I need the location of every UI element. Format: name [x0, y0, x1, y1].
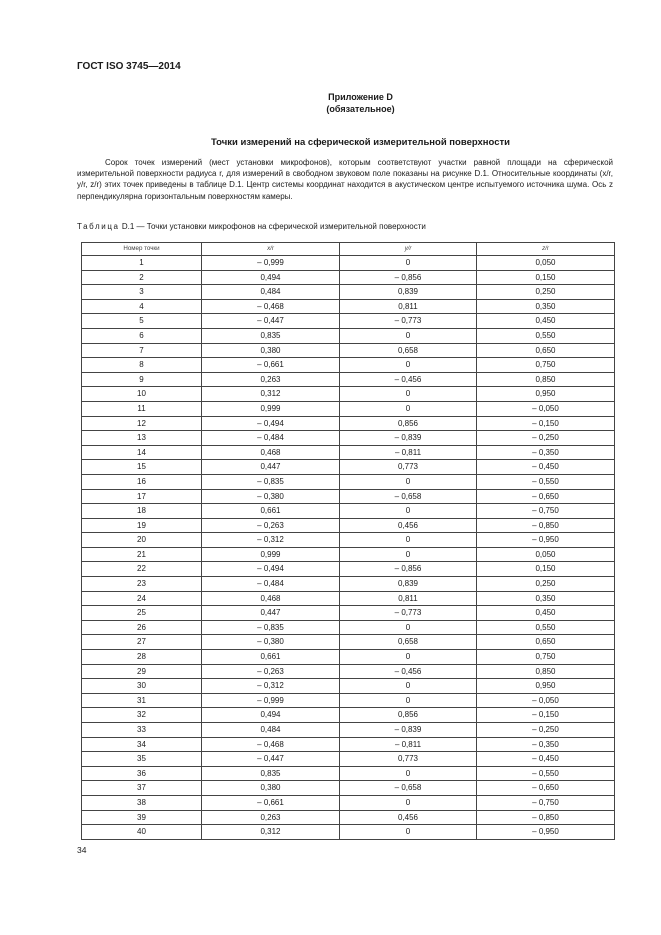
- table-header-row: [82, 243, 615, 256]
- cell-z-r: – 0,150: [477, 708, 615, 723]
- cell-x-r: – 0,468: [202, 299, 340, 314]
- table-row: [82, 372, 615, 387]
- table-row: [82, 445, 615, 460]
- appendix-status: (обязательное): [326, 104, 395, 114]
- cell-y-r: 0: [340, 474, 477, 489]
- cell-y-r: 0: [340, 387, 477, 402]
- cell-z-r: 0,950: [477, 387, 615, 402]
- cell-point-number: 27: [82, 635, 202, 650]
- cell-point-number: 16: [82, 474, 202, 489]
- cell-z-r: – 0,250: [477, 431, 615, 446]
- cell-z-r: 0,050: [477, 547, 615, 562]
- cell-z-r: – 0,650: [477, 489, 615, 504]
- table-row: [82, 358, 615, 373]
- cell-z-r: – 0,450: [477, 752, 615, 767]
- cell-z-r: 0,650: [477, 343, 615, 358]
- cell-z-r: 0,150: [477, 562, 615, 577]
- cell-point-number: 8: [82, 358, 202, 373]
- cell-x-r: – 0,484: [202, 431, 340, 446]
- coordinates-table: [81, 242, 615, 840]
- cell-point-number: 5: [82, 314, 202, 329]
- page-number: 34: [77, 845, 87, 855]
- cell-point-number: 39: [82, 810, 202, 825]
- table-row: [82, 343, 615, 358]
- table-row: [82, 737, 615, 752]
- cell-z-r: – 0,550: [477, 474, 615, 489]
- cell-x-r: 0,494: [202, 708, 340, 723]
- cell-z-r: – 0,250: [477, 723, 615, 738]
- cell-point-number: 23: [82, 577, 202, 592]
- table-row: [82, 781, 615, 796]
- cell-point-number: 11: [82, 401, 202, 416]
- cell-z-r: 0,450: [477, 606, 615, 621]
- cell-x-r: – 0,835: [202, 474, 340, 489]
- cell-y-r: 0,856: [340, 708, 477, 723]
- cell-x-r: – 0,312: [202, 533, 340, 548]
- cell-x-r: – 0,999: [202, 693, 340, 708]
- cell-y-r: 0: [340, 620, 477, 635]
- cell-y-r: – 0,773: [340, 606, 477, 621]
- cell-x-r: 0,661: [202, 650, 340, 665]
- table-row: [82, 474, 615, 489]
- cell-z-r: 0,250: [477, 577, 615, 592]
- cell-x-r: – 0,494: [202, 416, 340, 431]
- cell-z-r: – 0,950: [477, 825, 615, 840]
- table-row: [82, 489, 615, 504]
- cell-z-r: – 0,350: [477, 737, 615, 752]
- cell-x-r: 0,999: [202, 547, 340, 562]
- table-row: [82, 387, 615, 402]
- table-row: [82, 504, 615, 519]
- cell-x-r: – 0,484: [202, 577, 340, 592]
- table-row: [82, 650, 615, 665]
- cell-y-r: – 0,658: [340, 489, 477, 504]
- table-row: [82, 401, 615, 416]
- cell-x-r: 0,494: [202, 270, 340, 285]
- cell-y-r: 0,856: [340, 416, 477, 431]
- cell-point-number: 29: [82, 664, 202, 679]
- table-row: [82, 635, 615, 650]
- cell-point-number: 1: [82, 256, 202, 271]
- cell-point-number: 6: [82, 328, 202, 343]
- table-row: [82, 591, 615, 606]
- cell-x-r: 0,447: [202, 606, 340, 621]
- table-row: [82, 460, 615, 475]
- table-row: [82, 810, 615, 825]
- cell-point-number: 24: [82, 591, 202, 606]
- cell-point-number: 17: [82, 489, 202, 504]
- cell-x-r: – 0,447: [202, 314, 340, 329]
- cell-point-number: 7: [82, 343, 202, 358]
- cell-point-number: 10: [82, 387, 202, 402]
- cell-point-number: 15: [82, 460, 202, 475]
- table-row: [82, 620, 615, 635]
- table-row: [82, 547, 615, 562]
- cell-point-number: 28: [82, 650, 202, 665]
- table-row: [82, 314, 615, 329]
- table-row: [82, 693, 615, 708]
- cell-point-number: 3: [82, 285, 202, 300]
- cell-y-r: 0: [340, 328, 477, 343]
- cell-point-number: 22: [82, 562, 202, 577]
- cell-z-r: – 0,050: [477, 401, 615, 416]
- cell-x-r: 0,484: [202, 723, 340, 738]
- cell-point-number: 13: [82, 431, 202, 446]
- cell-x-r: 0,263: [202, 810, 340, 825]
- cell-y-r: 0: [340, 533, 477, 548]
- cell-point-number: 18: [82, 504, 202, 519]
- section-title-block: [0, 137, 661, 148]
- table-row: [82, 752, 615, 767]
- table-row: [82, 299, 615, 314]
- table-row: [82, 285, 615, 300]
- cell-z-r: – 0,750: [477, 795, 615, 810]
- cell-z-r: 0,450: [477, 314, 615, 329]
- cell-z-r: 0,650: [477, 635, 615, 650]
- cell-z-r: – 0,550: [477, 766, 615, 781]
- cell-y-r: – 0,839: [340, 723, 477, 738]
- table-row: [82, 256, 615, 271]
- appendix-heading: [0, 91, 661, 115]
- cell-x-r: 0,312: [202, 387, 340, 402]
- cell-y-r: 0,773: [340, 460, 477, 475]
- table-row: [82, 766, 615, 781]
- cell-x-r: 0,468: [202, 591, 340, 606]
- cell-z-r: 0,550: [477, 328, 615, 343]
- cell-point-number: 32: [82, 708, 202, 723]
- cell-point-number: 25: [82, 606, 202, 621]
- table-row: [82, 577, 615, 592]
- cell-x-r: 0,484: [202, 285, 340, 300]
- table-row: [82, 679, 615, 694]
- cell-x-r: – 0,999: [202, 256, 340, 271]
- cell-z-r: – 0,450: [477, 460, 615, 475]
- cell-y-r: 0,658: [340, 635, 477, 650]
- cell-z-r: 0,850: [477, 664, 615, 679]
- cell-y-r: – 0,658: [340, 781, 477, 796]
- cell-y-r: 0,773: [340, 752, 477, 767]
- cell-y-r: – 0,456: [340, 372, 477, 387]
- header-point-number: Номер точки: [82, 243, 202, 256]
- table-row: [82, 328, 615, 343]
- cell-y-r: 0,811: [340, 591, 477, 606]
- cell-y-r: 0: [340, 547, 477, 562]
- cell-y-r: 0: [340, 650, 477, 665]
- cell-y-r: 0: [340, 766, 477, 781]
- cell-x-r: – 0,380: [202, 489, 340, 504]
- cell-point-number: 35: [82, 752, 202, 767]
- cell-point-number: 9: [82, 372, 202, 387]
- cell-x-r: 0,999: [202, 401, 340, 416]
- cell-x-r: – 0,263: [202, 518, 340, 533]
- cell-y-r: 0: [340, 358, 477, 373]
- cell-z-r: – 0,750: [477, 504, 615, 519]
- cell-y-r: 0,811: [340, 299, 477, 314]
- cell-point-number: 30: [82, 679, 202, 694]
- table-row: [82, 664, 615, 679]
- cell-point-number: 40: [82, 825, 202, 840]
- cell-z-r: 0,550: [477, 620, 615, 635]
- header-z-r: z/r: [477, 243, 615, 256]
- cell-point-number: 14: [82, 445, 202, 460]
- cell-y-r: 0,839: [340, 577, 477, 592]
- cell-point-number: 2: [82, 270, 202, 285]
- cell-x-r: – 0,468: [202, 737, 340, 752]
- cell-y-r: 0: [340, 825, 477, 840]
- cell-y-r: 0,456: [340, 518, 477, 533]
- cell-x-r: – 0,447: [202, 752, 340, 767]
- cell-y-r: 0,456: [340, 810, 477, 825]
- cell-z-r: – 0,950: [477, 533, 615, 548]
- cell-y-r: – 0,856: [340, 562, 477, 577]
- cell-point-number: 21: [82, 547, 202, 562]
- cell-z-r: 0,750: [477, 650, 615, 665]
- cell-point-number: 36: [82, 766, 202, 781]
- cell-z-r: 0,350: [477, 299, 615, 314]
- cell-point-number: 33: [82, 723, 202, 738]
- cell-y-r: 0: [340, 679, 477, 694]
- cell-x-r: – 0,661: [202, 358, 340, 373]
- table-caption-text: D.1 — Точки установки микрофонов на сферической измерительной поверхности: [121, 222, 426, 231]
- table-row: [82, 562, 615, 577]
- table-body: [82, 256, 615, 840]
- header-y-r: y/r: [340, 243, 477, 256]
- cell-z-r: – 0,850: [477, 810, 615, 825]
- cell-z-r: 0,150: [477, 270, 615, 285]
- appendix-title: Приложение D: [328, 92, 393, 102]
- cell-x-r: – 0,263: [202, 664, 340, 679]
- cell-y-r: – 0,839: [340, 431, 477, 446]
- intro-paragraph: Сорок точек измерений (мест установки микрофонов), которым соответствуют участки равной площади на сферической измерительной поверхности радиуса r, для измерений в свободном звуковом поле показаны на рисунке D.1. Относительные координаты (x/r, y/r, z/r) этих точек приведены в таблице D.1. Центр системы координат находится в акустическом центре испытуемого источника шума. Ось z перпендикулярна горизонтальным поверхностям камеры.: [77, 158, 613, 201]
- cell-x-r: 0,380: [202, 781, 340, 796]
- section-title: Точки измерений на сферической измерительной поверхности: [210, 137, 511, 148]
- table-row: [82, 431, 615, 446]
- table-row: [82, 795, 615, 810]
- cell-y-r: 0: [340, 795, 477, 810]
- table-caption-prefix: Таблица: [77, 222, 120, 231]
- cell-point-number: 31: [82, 693, 202, 708]
- cell-z-r: – 0,850: [477, 518, 615, 533]
- cell-point-number: 26: [82, 620, 202, 635]
- cell-y-r: – 0,811: [340, 737, 477, 752]
- cell-y-r: 0: [340, 401, 477, 416]
- cell-y-r: 0: [340, 256, 477, 271]
- cell-x-r: 0,661: [202, 504, 340, 519]
- cell-y-r: – 0,773: [340, 314, 477, 329]
- header-x-r: x/r: [202, 243, 340, 256]
- cell-x-r: 0,468: [202, 445, 340, 460]
- table-row: [82, 606, 615, 621]
- table-row: [82, 416, 615, 431]
- cell-y-r: 0,658: [340, 343, 477, 358]
- cell-z-r: 0,950: [477, 679, 615, 694]
- table-row: [82, 270, 615, 285]
- cell-z-r: – 0,050: [477, 693, 615, 708]
- cell-y-r: 0: [340, 693, 477, 708]
- document-code: ГОСТ ISO 3745—2014: [77, 61, 181, 72]
- cell-point-number: 34: [82, 737, 202, 752]
- cell-z-r: 0,750: [477, 358, 615, 373]
- cell-z-r: – 0,350: [477, 445, 615, 460]
- cell-point-number: 38: [82, 795, 202, 810]
- cell-point-number: 4: [82, 299, 202, 314]
- cell-x-r: 0,447: [202, 460, 340, 475]
- cell-x-r: 0,263: [202, 372, 340, 387]
- cell-y-r: – 0,811: [340, 445, 477, 460]
- cell-x-r: – 0,312: [202, 679, 340, 694]
- cell-point-number: 12: [82, 416, 202, 431]
- cell-z-r: 0,050: [477, 256, 615, 271]
- cell-x-r: – 0,661: [202, 795, 340, 810]
- cell-x-r: – 0,835: [202, 620, 340, 635]
- cell-y-r: – 0,856: [340, 270, 477, 285]
- cell-z-r: – 0,650: [477, 781, 615, 796]
- cell-y-r: 0,839: [340, 285, 477, 300]
- cell-point-number: 19: [82, 518, 202, 533]
- cell-z-r: 0,250: [477, 285, 615, 300]
- cell-x-r: 0,380: [202, 343, 340, 358]
- table-row: [82, 518, 615, 533]
- table-row: [82, 708, 615, 723]
- table-row: [82, 825, 615, 840]
- cell-y-r: 0: [340, 504, 477, 519]
- cell-x-r: 0,312: [202, 825, 340, 840]
- cell-y-r: – 0,456: [340, 664, 477, 679]
- cell-x-r: 0,835: [202, 328, 340, 343]
- cell-x-r: 0,835: [202, 766, 340, 781]
- table-caption: [77, 222, 426, 231]
- cell-z-r: 0,850: [477, 372, 615, 387]
- cell-x-r: – 0,380: [202, 635, 340, 650]
- cell-point-number: 37: [82, 781, 202, 796]
- cell-z-r: – 0,150: [477, 416, 615, 431]
- table-row: [82, 533, 615, 548]
- cell-point-number: 20: [82, 533, 202, 548]
- cell-x-r: – 0,494: [202, 562, 340, 577]
- cell-z-r: 0,350: [477, 591, 615, 606]
- table-row: [82, 723, 615, 738]
